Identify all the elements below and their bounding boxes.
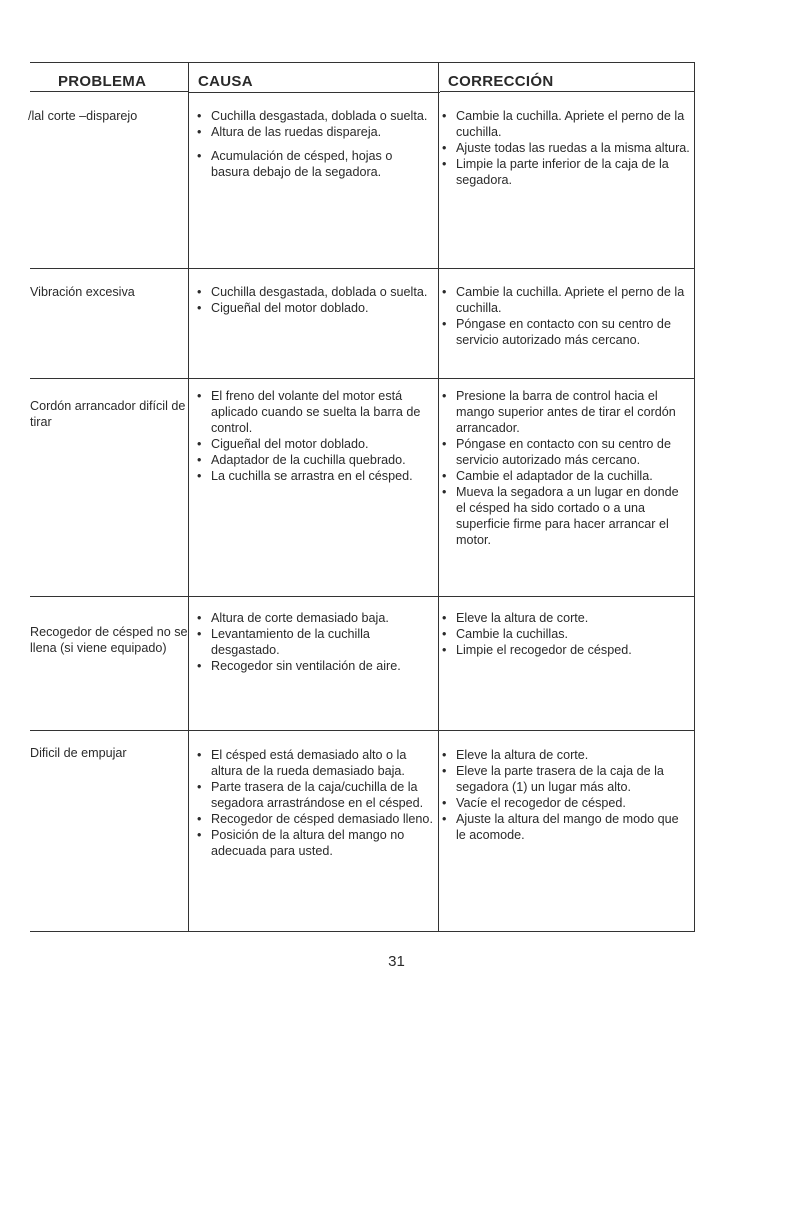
table-top-rule bbox=[30, 62, 694, 63]
row-rule-3 bbox=[30, 596, 694, 597]
cause-item: • La cuchilla se arrastra en el césped. bbox=[195, 468, 433, 484]
correction-item: • Ajuste la altura del mango de modo que le acomode. bbox=[440, 811, 690, 843]
correction-list bbox=[440, 747, 690, 843]
cause-item: • Altura de corte demasiado baja. bbox=[195, 610, 433, 626]
correction-list bbox=[440, 284, 690, 348]
correction-item: • Póngase en contacto con su centro de servicio autorizado más cercano. bbox=[440, 316, 690, 348]
problem-label: Vibración excesiva bbox=[30, 285, 135, 299]
correction-item: • Cambie la cuchillas. bbox=[440, 626, 690, 642]
header-underline-causa bbox=[188, 92, 440, 93]
correction-item: • Cambie la cuchilla. Apriete el perno de la cuchilla. bbox=[440, 108, 690, 140]
correction-list bbox=[440, 108, 690, 188]
correction-list bbox=[440, 610, 690, 658]
correction-item: • Ajuste todas las ruedas a la misma altura. bbox=[440, 140, 690, 156]
header-correccion: CORRECCIÓN bbox=[448, 73, 554, 90]
cause-item: • Altura de las ruedas dispareja. bbox=[195, 124, 433, 140]
correction-item: • Cambie la cuchilla. Apriete el perno de la cuchilla. bbox=[440, 284, 690, 316]
correction-item: • Cambie el adaptador de la cuchilla. bbox=[440, 468, 690, 484]
cause-item: • Posición de la altura del mango no adecuada para usted. bbox=[195, 827, 433, 859]
cause-item: • Levantamiento de la cuchilla desgastado. bbox=[195, 626, 433, 658]
cause-item: • Parte trasera de la caja/cuchilla de la segadora arrastrándose en el césped. bbox=[195, 779, 433, 811]
cause-item: • Acumulación de césped, hojas o basura debajo de la segadora. bbox=[195, 148, 433, 180]
problem-label: Dificil de empujar bbox=[30, 746, 127, 760]
correction-item: • Vacíe el recogedor de césped. bbox=[440, 795, 690, 811]
correction-item: • Eleve la altura de corte. bbox=[440, 747, 690, 763]
cause-item: • Cigueñal del motor doblado. bbox=[195, 300, 433, 316]
correction-list bbox=[440, 388, 690, 548]
table-right-border bbox=[694, 62, 695, 932]
row-rule-1 bbox=[30, 268, 694, 269]
cause-item: • El césped está demasiado alto o la altura de la rueda demasiado baja. bbox=[195, 747, 433, 779]
table-bottom-rule bbox=[30, 931, 694, 932]
column-divider-right bbox=[438, 62, 439, 932]
cause-list bbox=[195, 284, 433, 316]
problem-label: /lal corte –disparejo bbox=[28, 109, 138, 123]
row-rule-4 bbox=[30, 730, 694, 731]
header-causa: CAUSA bbox=[198, 73, 253, 90]
problem-label: Recogedor de césped no se llena (si viene equipado) bbox=[30, 625, 188, 655]
cause-item: • El freno del volante del motor está aplicado cuando se suelta la barra de control. bbox=[195, 388, 433, 436]
correction-item: • Mueva la segadora a un lugar en donde el césped ha sido cortado o a una superficie firme para hacer arrancar el motor. bbox=[440, 484, 690, 548]
correction-item: • Póngase en contacto con su centro de servicio autorizado más cercano. bbox=[440, 436, 690, 468]
page-number: 31 bbox=[388, 953, 405, 970]
correction-item: • Eleve la altura de corte. bbox=[440, 610, 690, 626]
correction-item: • Limpie el recogedor de césped. bbox=[440, 642, 690, 658]
header-underline-correccion bbox=[440, 91, 694, 92]
correction-item: • Presione la barra de control hacia el mango superior antes de tirar el cordón arrancador. bbox=[440, 388, 690, 436]
cause-item: • Cuchilla desgastada, doblada o suelta. bbox=[195, 108, 433, 124]
header-problema: PROBLEMA bbox=[58, 73, 147, 90]
problem-label: Cordón arrancador difícil de tirar bbox=[30, 399, 186, 429]
correction-item: • Eleve la parte trasera de la caja de la segadora (1) un lugar más alto. bbox=[440, 763, 690, 795]
cause-list bbox=[195, 747, 433, 859]
header-underline-problema bbox=[30, 91, 188, 92]
cause-list bbox=[195, 388, 433, 484]
row-rule-2 bbox=[30, 378, 694, 379]
cause-item: • Recogedor de césped demasiado lleno. bbox=[195, 811, 433, 827]
cause-list bbox=[195, 108, 433, 180]
cause-list bbox=[195, 610, 433, 674]
cause-item: • Adaptador de la cuchilla quebrado. bbox=[195, 452, 433, 468]
column-divider-left bbox=[188, 62, 189, 932]
cause-item: • Cuchilla desgastada, doblada o suelta. bbox=[195, 284, 433, 300]
cause-item: • Cigueñal del motor doblado. bbox=[195, 436, 433, 452]
correction-item: • Limpie la parte inferior de la caja de la segadora. bbox=[440, 156, 690, 188]
cause-item: • Recogedor sin ventilación de aire. bbox=[195, 658, 433, 674]
